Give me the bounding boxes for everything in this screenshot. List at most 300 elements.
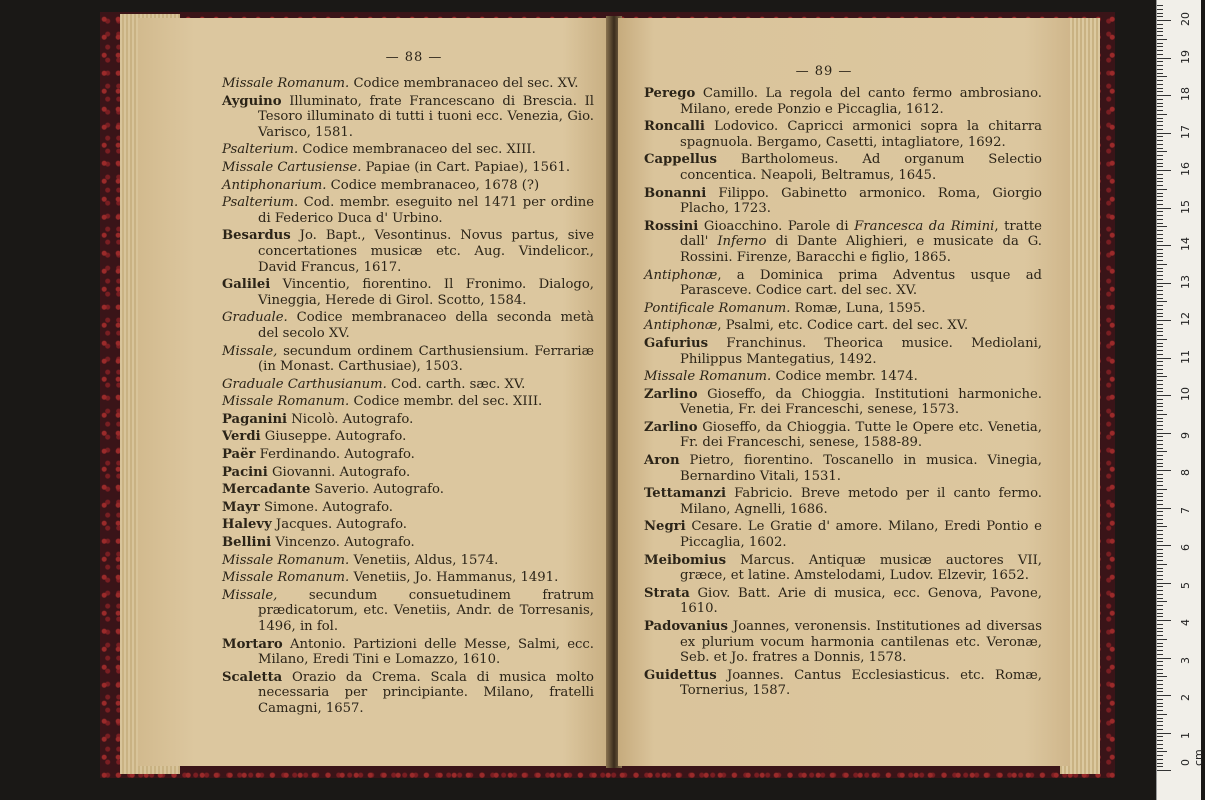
catalog-entry bbox=[222, 535, 594, 551]
entry-author: Rossini bbox=[644, 218, 699, 234]
ruler-tick bbox=[1157, 384, 1163, 385]
ruler-tick bbox=[1157, 35, 1163, 36]
ruler-tick bbox=[1157, 485, 1163, 486]
ruler-tick bbox=[1157, 665, 1163, 666]
ruler-tick bbox=[1157, 174, 1163, 175]
ruler-tick bbox=[1157, 493, 1163, 494]
ruler-tick bbox=[1157, 181, 1163, 182]
catalog-entry bbox=[222, 670, 594, 717]
ruler-tick bbox=[1157, 568, 1163, 569]
ruler-tick bbox=[1157, 204, 1163, 205]
ruler-tick bbox=[1157, 256, 1163, 257]
ruler-tick bbox=[1157, 755, 1163, 756]
ruler-tick bbox=[1157, 301, 1167, 302]
catalog-entry bbox=[644, 420, 1042, 451]
entry-text: Vincentio, fiorentino. Il Fronimo. Dialogo, Vineggia, Herede di Girol. Scotto, 1584. bbox=[258, 277, 594, 308]
entry-list bbox=[644, 86, 1042, 701]
ruler-tick bbox=[1157, 324, 1163, 325]
ruler-label: 6 bbox=[1179, 544, 1192, 551]
ruler-label: 1 bbox=[1179, 731, 1192, 739]
catalog-entry bbox=[644, 86, 1042, 117]
entry-author: Zarlino bbox=[644, 386, 698, 402]
ruler-tick bbox=[1157, 635, 1163, 636]
ruler-tick bbox=[1157, 391, 1163, 392]
ruler-tick bbox=[1157, 466, 1163, 467]
entry-text: Giovanni. Autografo. bbox=[267, 464, 411, 480]
ruler-tick bbox=[1157, 459, 1163, 460]
ruler-tick bbox=[1157, 579, 1163, 580]
ruler-tick bbox=[1157, 759, 1163, 760]
entry-text: Gioseffo, da Chioggia. Tutte le Opere etc. Venetia, Fr. dei Franceschi, senese, 1588-89. bbox=[680, 419, 1042, 451]
catalog-entry bbox=[222, 94, 594, 141]
ruler-label: 7 bbox=[1179, 506, 1192, 514]
entry-text: Pietro, fiorentino. Toscanello in musica. Vinegia, Bernardino Vitali, 1531. bbox=[679, 453, 1042, 484]
ruler-tick bbox=[1157, 624, 1163, 625]
entry-title: Graduale Carthusianum. bbox=[222, 376, 387, 392]
measurement-ruler bbox=[1156, 0, 1205, 800]
entry-text: secundum ordinem Carthusiensium. Ferrariæ (in Monast. Carthusiae), 1503. bbox=[258, 343, 594, 375]
catalog-entry bbox=[222, 465, 594, 481]
ruler-tick bbox=[1157, 519, 1163, 520]
ruler-tick bbox=[1157, 91, 1163, 92]
catalog-entry bbox=[644, 301, 1042, 317]
ruler-tick bbox=[1157, 534, 1163, 535]
ruler-label: 2 bbox=[1179, 694, 1192, 701]
ruler-tick bbox=[1157, 129, 1163, 130]
ruler-tick bbox=[1157, 639, 1167, 640]
ruler-tick bbox=[1157, 275, 1163, 276]
ruler-tick bbox=[1157, 268, 1163, 269]
entry-text: Venetiis, Aldus, 1574. bbox=[349, 552, 499, 568]
ruler-tick bbox=[1157, 433, 1171, 434]
ruler-tick bbox=[1157, 114, 1167, 115]
ruler-tick bbox=[1157, 331, 1163, 332]
entry-title: Psalterium. bbox=[222, 195, 299, 211]
ruler-tick bbox=[1157, 76, 1167, 77]
ruler-tick bbox=[1157, 710, 1163, 711]
entry-text: , a Dominica prima Adventus usque ad Parasceve. Codice cart. del sec. XV. bbox=[680, 267, 1042, 299]
catalog-entry bbox=[644, 586, 1042, 617]
entry-author: Scaletta bbox=[222, 669, 283, 685]
entry-author: Paganini bbox=[222, 411, 288, 427]
ruler-tick bbox=[1157, 399, 1163, 400]
ruler-tick bbox=[1157, 166, 1163, 167]
catalog-entry bbox=[222, 588, 594, 635]
ruler-tick bbox=[1157, 733, 1171, 734]
catalog-entry bbox=[222, 277, 594, 308]
ruler-tick bbox=[1157, 410, 1163, 411]
ruler-tick bbox=[1157, 673, 1163, 674]
ruler-tick bbox=[1157, 744, 1163, 745]
ruler-tick bbox=[1157, 736, 1163, 737]
ruler-tick bbox=[1157, 178, 1163, 179]
entry-author: Galilei bbox=[222, 277, 271, 293]
ruler-tick bbox=[1157, 373, 1163, 374]
entry-author: Strata bbox=[644, 585, 690, 601]
ruler-tick bbox=[1157, 643, 1163, 644]
ruler-tick bbox=[1157, 549, 1163, 550]
ruler-tick bbox=[1157, 515, 1163, 516]
catalog-entry bbox=[644, 387, 1042, 418]
entry-text: Nicolò. Autografo. bbox=[287, 411, 414, 427]
entry-author: Meibomius bbox=[644, 552, 726, 568]
ruler-tick bbox=[1157, 721, 1163, 722]
entry-title: Missale, bbox=[222, 587, 278, 603]
ruler-tick bbox=[1157, 335, 1163, 336]
entry-text: Giuseppe. Autografo. bbox=[260, 429, 407, 445]
ruler-tick bbox=[1157, 455, 1163, 456]
entry-title: Antiphonæ bbox=[644, 267, 718, 283]
entry-author: Tettamanzi bbox=[644, 486, 727, 502]
catalog-entry bbox=[222, 310, 594, 341]
entry-author: Padovanius bbox=[644, 619, 728, 634]
ruler-tick bbox=[1157, 594, 1163, 595]
ruler-tick bbox=[1157, 766, 1163, 767]
ruler-tick bbox=[1157, 688, 1163, 689]
catalog-entry bbox=[222, 447, 594, 463]
entry-text: Jacques. Autografo. bbox=[271, 517, 407, 533]
ruler-tick bbox=[1157, 470, 1171, 471]
entry-text: , tratte dall' bbox=[680, 218, 1042, 250]
entry-text: Codice membranaceo del sec. XV. bbox=[349, 76, 579, 91]
entry-author: Guidettus bbox=[644, 667, 717, 683]
ruler-tick bbox=[1157, 421, 1163, 422]
entry-text: di Dante Alighieri, e musicate da G. Rossini. Firenze, Baracchi e figlio, 1865. bbox=[680, 234, 1042, 265]
ruler-tick bbox=[1157, 369, 1163, 370]
ruler-tick bbox=[1157, 388, 1163, 389]
entry-author: Negri bbox=[644, 519, 686, 535]
entry-title: Antiphonarium. bbox=[222, 177, 327, 193]
ruler-tick bbox=[1157, 496, 1163, 497]
ruler-tick bbox=[1157, 609, 1163, 610]
entry-title: Missale Romanum. bbox=[222, 552, 350, 568]
ruler-tick bbox=[1157, 418, 1163, 419]
ruler-tick bbox=[1157, 121, 1163, 122]
ruler-label: 3 bbox=[1179, 656, 1192, 664]
catalog-entry bbox=[222, 160, 594, 176]
catalog-entry bbox=[222, 570, 594, 586]
entry-text: , Psalmi, etc. Codice cart. del sec. XV. bbox=[717, 318, 969, 334]
ruler-label: 17 bbox=[1179, 124, 1192, 139]
entry-title: Missale Romanum. bbox=[222, 394, 350, 410]
ruler-tick bbox=[1157, 508, 1171, 509]
ruler-tick bbox=[1157, 193, 1163, 194]
ruler-tick bbox=[1157, 148, 1163, 149]
entry-text: Simone. Autografo. bbox=[259, 499, 393, 515]
ruler-tick bbox=[1157, 354, 1163, 355]
ruler-tick bbox=[1157, 631, 1163, 632]
ruler-tick bbox=[1157, 144, 1163, 145]
ruler-tick bbox=[1157, 170, 1171, 171]
ruler-tick bbox=[1157, 185, 1163, 186]
ruler-tick bbox=[1157, 365, 1163, 366]
ruler-tick bbox=[1157, 616, 1163, 617]
ruler-tick bbox=[1157, 444, 1163, 445]
ruler-tick bbox=[1157, 474, 1163, 475]
catalog-entry bbox=[222, 76, 594, 92]
ruler-tick bbox=[1157, 598, 1163, 599]
catalog-entry bbox=[222, 429, 594, 445]
ruler-tick bbox=[1157, 541, 1163, 542]
ruler-label: 9 bbox=[1179, 431, 1192, 439]
right-page bbox=[618, 18, 1070, 766]
ruler-tick bbox=[1157, 725, 1163, 726]
entry-text: Jo. Bapt., Vesontinus. Novus partus, sive concertationes musicæ etc. Aug. Vindelicor., David Francus, 1617. bbox=[258, 228, 594, 275]
ruler-tick bbox=[1157, 253, 1163, 254]
catalog-entry bbox=[644, 336, 1042, 367]
ruler-tick bbox=[1157, 241, 1163, 242]
ruler-tick bbox=[1157, 511, 1163, 512]
ruler-tick bbox=[1157, 751, 1167, 752]
ruler-tick bbox=[1157, 684, 1163, 685]
catalog-entry bbox=[222, 500, 594, 516]
ruler-tick bbox=[1157, 215, 1163, 216]
entry-text: Venetiis, Jo. Hammanus, 1491. bbox=[349, 570, 559, 586]
ruler-tick bbox=[1157, 703, 1163, 704]
ruler-tick bbox=[1157, 219, 1163, 220]
ruler-tick bbox=[1157, 680, 1163, 681]
entry-text: Bartholomeus. Ad organum Selectio concentica. Neapoli, Beltramus, 1645. bbox=[680, 152, 1042, 183]
entry-author: Cappellus bbox=[644, 152, 717, 168]
entry-author: Pacini bbox=[222, 464, 268, 480]
ruler-tick bbox=[1157, 571, 1163, 572]
ruler-label: 4 bbox=[1179, 619, 1192, 626]
entry-text: Codice membranaceo del sec. XIII. bbox=[298, 142, 536, 158]
ruler-tick bbox=[1157, 320, 1171, 321]
ruler-tick bbox=[1157, 50, 1163, 51]
ruler-tick bbox=[1157, 718, 1163, 719]
catalog-entry bbox=[644, 152, 1042, 183]
entry-text: Papiae (in Cart. Papiae), 1561. bbox=[361, 159, 571, 175]
ruler-tick bbox=[1157, 28, 1163, 29]
ruler-tick bbox=[1157, 39, 1167, 40]
ruler-tick bbox=[1157, 196, 1163, 197]
catalog-entry bbox=[644, 619, 1042, 666]
entry-text: Franchinus. Theorica musice. Mediolani, Philippus Mantegatius, 1492. bbox=[680, 335, 1042, 367]
entry-author: Perego bbox=[644, 86, 696, 101]
catalog-entry bbox=[644, 453, 1042, 484]
ruler-tick bbox=[1157, 58, 1171, 59]
ruler-tick bbox=[1157, 526, 1167, 527]
ruler-tick bbox=[1157, 245, 1171, 246]
ruler-tick bbox=[1157, 429, 1163, 430]
entry-title: Pontificale Romanum. bbox=[644, 300, 791, 316]
ruler-tick bbox=[1157, 84, 1163, 85]
catalog-entry bbox=[222, 412, 594, 428]
catalog-entry bbox=[644, 186, 1042, 217]
catalog-entry bbox=[644, 486, 1042, 517]
entry-text: Codice membr. del sec. XIII. bbox=[349, 394, 543, 410]
ruler-tick bbox=[1157, 309, 1163, 310]
ruler-tick bbox=[1157, 770, 1171, 771]
catalog-entry bbox=[644, 519, 1042, 550]
ruler-tick bbox=[1157, 504, 1163, 505]
ruler-tick bbox=[1157, 478, 1163, 479]
ruler-tick bbox=[1157, 234, 1163, 235]
entry-text: Giov. Batt. Arie di musica, ecc. Genova, Pavone, 1610. bbox=[680, 585, 1042, 617]
ruler-tick bbox=[1157, 763, 1163, 764]
catalog-entry bbox=[222, 394, 594, 410]
ruler-tick bbox=[1157, 43, 1163, 44]
ruler-tick bbox=[1157, 9, 1163, 10]
ruler-tick bbox=[1157, 575, 1163, 576]
ruler-tick bbox=[1157, 106, 1163, 107]
ruler-tick bbox=[1157, 140, 1163, 141]
ruler-tick bbox=[1157, 294, 1163, 295]
ruler-tick bbox=[1157, 133, 1171, 134]
ruler-tick bbox=[1157, 463, 1163, 464]
page-number: — 89 — bbox=[795, 64, 853, 79]
entry-author: Besardus bbox=[222, 228, 291, 244]
ruler-label: 8 bbox=[1179, 469, 1192, 476]
ruler-tick bbox=[1157, 208, 1171, 209]
ruler-label: 19 bbox=[1179, 49, 1192, 64]
entry-author: Bellini bbox=[222, 535, 272, 551]
ruler-tick bbox=[1157, 564, 1167, 565]
catalog-entry bbox=[644, 369, 1042, 385]
ruler-tick bbox=[1157, 414, 1167, 415]
ruler-tick bbox=[1157, 620, 1171, 621]
ruler-tick bbox=[1157, 695, 1171, 696]
ruler-tick bbox=[1157, 538, 1163, 539]
ruler-tick bbox=[1157, 31, 1163, 32]
ruler-tick bbox=[1157, 361, 1163, 362]
entry-text: Vincenzo. Autografo. bbox=[271, 535, 415, 551]
catalog-entry bbox=[222, 344, 594, 375]
entry-text: Joannes, veronensis. Institutiones ad diversas ex plurium vocum harmonia cantilenas etc. Veronæ, Seb. et Jo. fratres a Donnis, 1578. bbox=[680, 619, 1042, 666]
ruler-tick bbox=[1157, 650, 1163, 651]
ruler-tick bbox=[1157, 425, 1163, 426]
ruler-tick bbox=[1157, 159, 1163, 160]
entry-author: Aron bbox=[644, 453, 680, 469]
left-page bbox=[138, 18, 610, 766]
ruler-tick bbox=[1157, 553, 1163, 554]
ruler-tick bbox=[1157, 658, 1171, 659]
ruler-tick bbox=[1157, 46, 1163, 47]
ruler-tick bbox=[1157, 136, 1163, 137]
ruler-tick bbox=[1157, 605, 1163, 606]
entry-author: Zarlino bbox=[644, 419, 698, 435]
entry-text: Cod. carth. sæc. XV. bbox=[386, 376, 526, 392]
entry-text: Camillo. La regola del canto fermo ambrosiano. Milano, erede Ponzio e Piccaglia, 1612. bbox=[680, 86, 1042, 117]
ruler-label: 15 bbox=[1179, 199, 1192, 214]
ruler-tick bbox=[1157, 545, 1171, 546]
ruler-tick bbox=[1157, 286, 1163, 287]
ruler-tick bbox=[1157, 110, 1163, 111]
ruler-tick bbox=[1157, 95, 1171, 96]
entry-title: Missale, bbox=[222, 343, 278, 359]
ruler-label: 12 bbox=[1179, 312, 1192, 326]
ruler-tick bbox=[1157, 346, 1163, 347]
ruler-tick bbox=[1157, 661, 1163, 662]
entry-text: Romæ, Luna, 1595. bbox=[790, 300, 926, 316]
ruler-tick bbox=[1157, 230, 1163, 231]
ruler-tick bbox=[1157, 613, 1163, 614]
ruler-tick bbox=[1157, 316, 1163, 317]
entry-text: Ferdinando. Autografo. bbox=[255, 447, 415, 463]
ruler-tick bbox=[1157, 328, 1163, 329]
ruler-label: 13 bbox=[1179, 274, 1192, 289]
ruler-tick bbox=[1157, 24, 1163, 25]
ruler-tick bbox=[1157, 5, 1163, 6]
ruler-tick bbox=[1157, 350, 1163, 351]
ruler-tick bbox=[1157, 748, 1163, 749]
entry-text: Lodovico. Capricci armonici sopra la chitarra spagnuola. Bergamo, Casetti, intagliatore, 1692. bbox=[680, 119, 1042, 150]
catalog-entry bbox=[222, 377, 594, 393]
ruler-tick bbox=[1157, 313, 1163, 314]
ruler-tick bbox=[1157, 380, 1163, 381]
ruler-tick bbox=[1157, 530, 1163, 531]
entry-title: Psalterium. bbox=[222, 142, 299, 158]
entry-title: Missale Romanum. bbox=[222, 76, 350, 91]
ruler-tick bbox=[1157, 714, 1167, 715]
entry-text: Illuminato, frate Francescano di Brescia. Il Tesoro illuminato di tutti i tuoni ecc. Venezia, Gio. Varisco, 1581. bbox=[258, 93, 594, 140]
entry-text: Codice membranaceo della seconda metà del secolo XV. bbox=[258, 310, 594, 341]
ruler-tick bbox=[1157, 88, 1163, 89]
entry-text: Cod. membr. eseguito nel 1471 per ordine di Federico Duca d' Urbino. bbox=[258, 195, 594, 226]
ruler-tick bbox=[1157, 395, 1171, 396]
ruler-tick bbox=[1157, 740, 1163, 741]
ruler-tick bbox=[1157, 223, 1163, 224]
ruler-tick bbox=[1157, 290, 1163, 291]
catalog-entry bbox=[222, 637, 594, 668]
ruler-tick bbox=[1157, 654, 1163, 655]
catalog-entry bbox=[644, 119, 1042, 150]
catalog-entry bbox=[644, 318, 1042, 334]
entry-text: Saverio. Autografo. bbox=[310, 482, 444, 498]
catalog-entry bbox=[222, 553, 594, 569]
entry-text: Marcus. Antiquæ musicæ auctores VII, græce, et latine. Amstelodami, Ludov. Elzevir, 1652. bbox=[680, 552, 1042, 584]
catalog-entry bbox=[644, 553, 1042, 584]
ruler-tick bbox=[1157, 283, 1171, 284]
entry-text: Cesare. Le Gratie d' amore. Milano, Eredi Pontio e Piccaglia, 1602. bbox=[680, 519, 1042, 551]
entry-text: Joannes. Cantus Ecclesiasticus. etc. Romæ, Tornerius, 1587. bbox=[680, 667, 1042, 699]
entry-title: Francesca da Rimini bbox=[854, 218, 995, 234]
ruler-tick bbox=[1157, 556, 1163, 557]
entry-text: Gioacchino. Parole di bbox=[698, 218, 855, 234]
ruler-tick bbox=[1157, 80, 1163, 81]
ruler-tick bbox=[1157, 646, 1163, 647]
ruler-tick bbox=[1157, 65, 1163, 66]
ruler-tick bbox=[1157, 13, 1163, 14]
ruler-tick bbox=[1157, 440, 1163, 441]
entry-author: Ayguino bbox=[222, 93, 282, 109]
ruler-tick bbox=[1157, 211, 1163, 212]
ruler-tick bbox=[1157, 489, 1167, 490]
ruler-tick bbox=[1157, 260, 1163, 261]
ruler-label: 11 bbox=[1179, 349, 1192, 364]
ruler-tick bbox=[1157, 583, 1171, 584]
entry-text: secundum consuetudinem fratrum prædicatorum, etc. Venetiis, Andr. de Torresanis, 1496, in fol. bbox=[258, 587, 594, 634]
ruler-tick bbox=[1157, 601, 1167, 602]
ruler-tick bbox=[1157, 69, 1163, 70]
entry-author: Halevy bbox=[222, 517, 272, 533]
ruler-tick bbox=[1157, 403, 1163, 404]
ruler-label: 20 bbox=[1179, 12, 1192, 26]
ruler-tick bbox=[1157, 118, 1163, 119]
ruler-tick bbox=[1157, 54, 1163, 55]
catalog-entry bbox=[222, 482, 594, 498]
entry-text: Antonio. Partizioni delle Messe, Salmi, ecc. Milano, Eredi Tini e Lomazzo, 1610. bbox=[258, 636, 594, 668]
ruler-tick bbox=[1157, 500, 1163, 501]
entry-title: Inferno bbox=[717, 234, 767, 250]
ruler-tick bbox=[1157, 226, 1167, 227]
ruler-tick bbox=[1157, 376, 1167, 377]
entry-author: Paër bbox=[222, 447, 256, 463]
ruler-tick bbox=[1157, 560, 1163, 561]
entry-text: Codice membranaceo, 1678 (?) bbox=[326, 177, 540, 193]
entry-author: Roncalli bbox=[644, 119, 705, 135]
